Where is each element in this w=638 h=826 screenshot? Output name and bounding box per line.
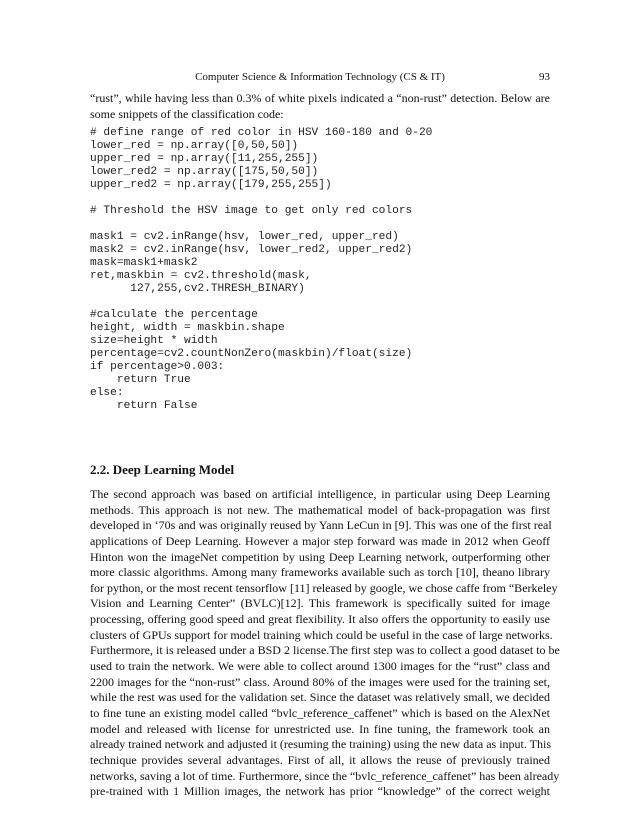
text-line: while the rest was used for the validation set. Since the dataset was relatively small, we decided: [90, 690, 550, 705]
code-line: ret,maskbin = cv2.threshold(mask,: [90, 270, 312, 282]
code-line: mask=mask1+mask2: [90, 257, 198, 269]
text-line: “rust”, while having less than 0.3% of white pixels indicated a “non-rust” detection. Below are: [90, 91, 550, 105]
code-line: return False: [90, 400, 198, 412]
text-line: 2200 images for the “non-rust” class. Around 80% of the images were used for the training set,: [90, 674, 550, 689]
code-line: height, width = maskbin.shape: [90, 322, 285, 334]
code-line: mask1 = cv2.inRange(hsv, lower_red, upper_red): [90, 231, 399, 243]
text-line: some snippets of the classification code:: [90, 107, 284, 121]
code-line: 127,255,cv2.THRESH_BINARY): [90, 283, 305, 295]
code-line: percentage=cv2.countNonZero(maskbin)/float(size): [90, 348, 413, 360]
text-line: Hinton won the imageNet competition by using Deep Learning network, outperforming other: [90, 549, 550, 564]
text-line: to fine tune an existing model called “bvlc_reference_caffenet” which is based on the AlexNet: [90, 705, 550, 720]
code-line: mask2 = cv2.inRange(hsv, lower_red2, upper_red2): [90, 244, 413, 256]
code-line: size=height * width: [90, 335, 218, 347]
text-line: already trained network and adjusted it (resuming the training) using the new data as input. This: [90, 737, 551, 752]
page-number: 93: [539, 71, 550, 83]
text-line: processing, offering good speed and great flexibility. It also offers the opportunity to easily use: [90, 612, 550, 627]
code-line: [90, 192, 560, 205]
text-line: clusters of GPUs support for model training which could be useful in the case of large networks.: [90, 627, 553, 642]
text-line: developed in ‘70s and was originally reused by Yann LeCun in [9]. This was one of the first real: [90, 518, 552, 533]
code-line: upper_red = np.array([11,255,255]): [90, 153, 319, 165]
text-line: Furthermore, it is released under a BSD 2 license.The first step was to collect a good dataset to be: [90, 643, 560, 658]
code-line: lower_red2 = np.array([175,50,50]): [90, 166, 319, 178]
text-line: used to train the network. We were able to collect around 1300 images for the “rust” class and: [90, 659, 550, 674]
body-paragraph: [90, 487, 560, 800]
running-header: [90, 71, 550, 85]
text-line: applications of Deep Learning. However a major step forward was made in 2012 when Geoff: [90, 533, 550, 548]
code-line: upper_red2 = np.array([179,255,255]): [90, 179, 332, 191]
section-heading: 2.2. Deep Learning Model: [90, 462, 235, 477]
journal-title: Computer Science & Information Technology (CS & IT): [195, 71, 445, 83]
text-line: technique provides several advantages. First of all, it allows the reuse of previously trained: [90, 752, 550, 767]
code-line: # define range of red color in HSV 160-180 and 0-20: [90, 127, 433, 139]
text-line: The second approach was based on artificial intelligence, in particular using Deep Learning: [90, 487, 550, 501]
code-line: [90, 218, 560, 231]
text-line: networks, saving a lot of time. Furthermore, since the “bvlc_reference_caffenet” has been already: [90, 768, 560, 783]
code-block: [90, 127, 560, 413]
code-line: [90, 296, 560, 309]
code-line: if percentage>0.003:: [90, 361, 225, 373]
code-line: # Threshold the HSV image to get only red colors: [90, 205, 413, 217]
code-line: lower_red = np.array([0,50,50]): [90, 140, 299, 152]
code-line: else:: [90, 387, 124, 399]
code-line: #calculate the percentage: [90, 309, 258, 321]
intro-paragraph: [90, 90, 550, 122]
text-line: more classic algorithms. Among many frameworks available such as torch [10], theano library: [90, 565, 550, 580]
text-line: model and released with license for unrestricted use. In fine tuning, the framework took an: [90, 721, 550, 736]
text-line: Vision and Learning Center” (BVLC)[12]. This framework is specifically suited for image: [90, 596, 550, 611]
code-line: return True: [90, 374, 191, 386]
text-line: pre-trained with 1 Million images, the network has prior “knowledge” of the correct weight: [90, 784, 550, 799]
text-line: for python, or the most recent tensorflow [11] released by google, we chose caffe from “Berkeley: [90, 580, 558, 595]
text-line: methods. This approach is not new. The mathematical model of back-propagation was first: [90, 502, 550, 517]
